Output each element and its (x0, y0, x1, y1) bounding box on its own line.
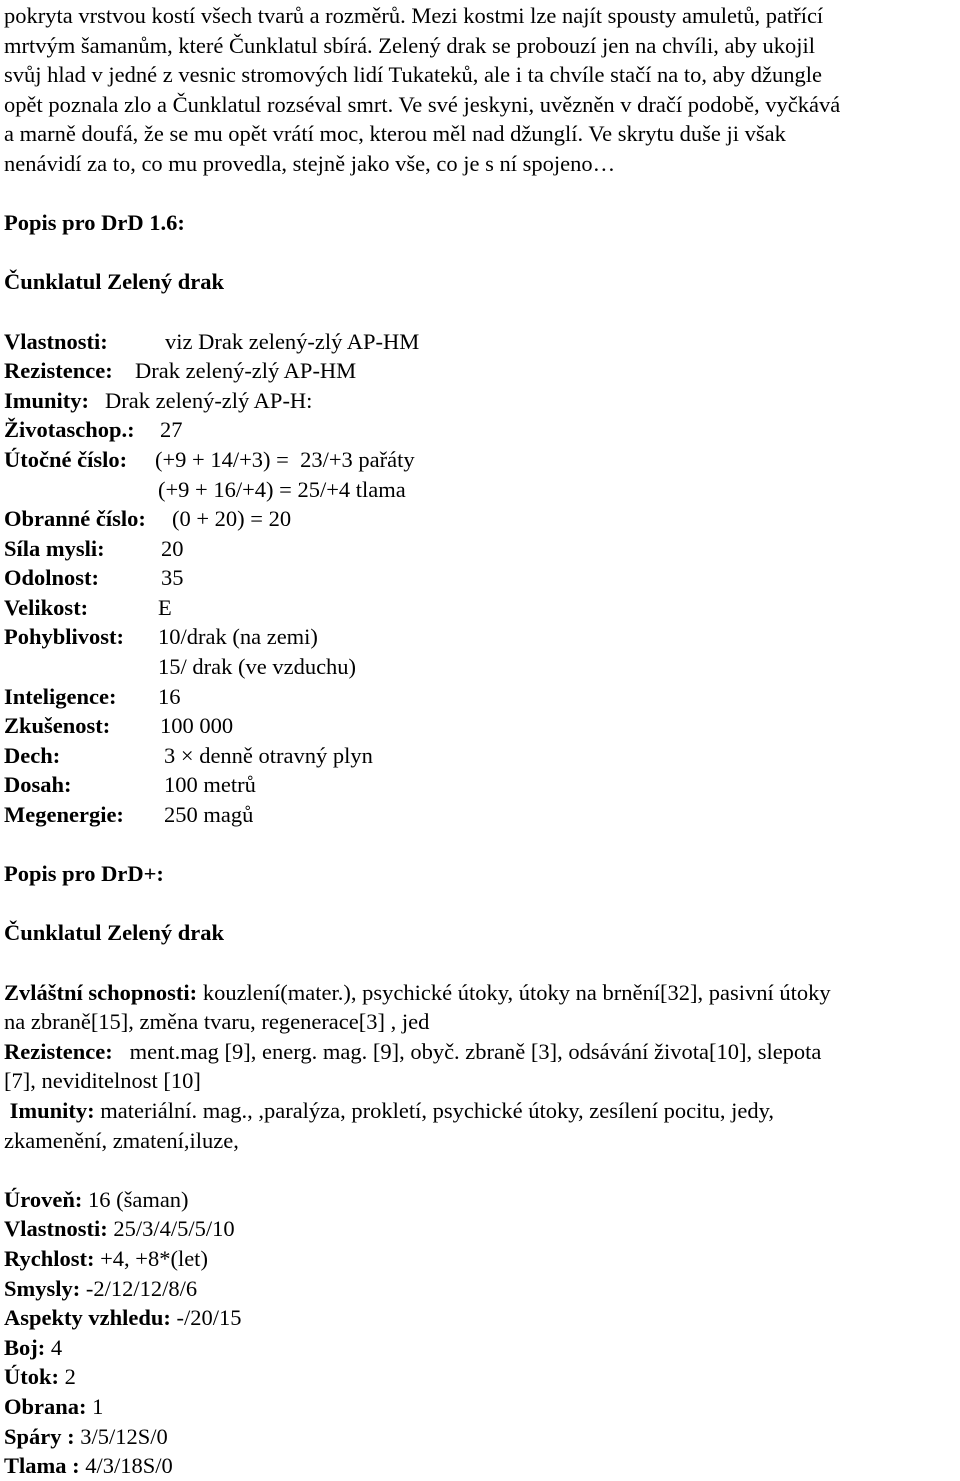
stat-row-imunity (4, 386, 956, 416)
stat-value: 100 metrů (164, 772, 256, 798)
stat-value: E (158, 594, 172, 620)
stat-row-inteligence (4, 682, 956, 712)
stat-value: Drak zelený-zlý AP-H: (105, 387, 313, 413)
immunities-line: zkamenění, zmatení,iluze, (4, 1127, 239, 1153)
stat-row-utok (4, 1362, 956, 1392)
stat-label: Dech: (4, 742, 61, 768)
stat-row-tlama (4, 1451, 956, 1481)
stat-value: 15/ drak (ve vzduchu) (158, 654, 357, 680)
special-abilities-label: Zvláštní schopnosti: (4, 979, 198, 1005)
stat-label: Tlama : (4, 1453, 80, 1479)
drdplus-abilities (4, 978, 956, 1156)
stat-row-zkusenost (4, 711, 956, 741)
stat-value: (+9 + 14/+3) = 23/+3 pařáty (155, 446, 415, 472)
stat-row-utocne-cislo-cont (4, 475, 956, 505)
stat-value: viz Drak zelený-zlý AP-HM (165, 328, 420, 354)
stat-label: Dosah: (4, 772, 72, 798)
stat-row-velikost (4, 593, 956, 623)
document-page (4, 1, 956, 1481)
stat-value: (0 + 20) = 20 (172, 506, 292, 532)
stat-value: +4, +8*(let) (100, 1245, 208, 1271)
stat-label: Smysly: (4, 1275, 81, 1301)
stat-row-megenergie (4, 800, 956, 830)
stat-label: Rychlost: (4, 1245, 95, 1271)
stat-value: 100 000 (160, 713, 234, 739)
intro-line: a marně doufá, že se mu opět vrátí moc, kterou měl nad džunglí. Ve skrytu duše ji však (4, 121, 786, 147)
stat-label: Zkušenost: (4, 713, 111, 739)
stat-label: Obrana: (4, 1393, 87, 1419)
stat-value: 3/5/12S/0 (80, 1423, 168, 1449)
stat-label: Obranné číslo: (4, 506, 146, 532)
stat-row-rezistence (4, 356, 956, 386)
stat-label: Boj: (4, 1334, 46, 1360)
intro-line: pokryta vrstvou kostí všech tvarů a rozměrů. Mezi kostmi lze najít spousty amuletů, patřící (4, 3, 824, 28)
stat-value: 16 (šaman) (87, 1186, 189, 1212)
resistances-line: [7], neviditelnost [10] (4, 1068, 201, 1094)
stat-row-boj (4, 1333, 956, 1363)
stat-label: Síla mysli: (4, 535, 105, 561)
special-abilities-value: kouzlení(mater.), psychické útoky, útoky na brnění[32], pasivní útoky (202, 979, 831, 1005)
resistances-value: ment.mag [9], energ. mag. [9], obyč. zbraně [3], odsávání života[10], slepota (129, 1038, 822, 1064)
drdplus-heading: Popis pro DrD+: (4, 861, 164, 887)
stat-row-smysly (4, 1274, 956, 1304)
stat-row-vlastnosti (4, 327, 956, 357)
stat-row-obrana (4, 1392, 956, 1422)
stat-value: 35 (161, 565, 184, 591)
stat-value: 4 (50, 1334, 63, 1360)
immunities-label: Imunity: (9, 1097, 95, 1123)
drd16-monster-name: Čunklatul Zelený drak (4, 269, 225, 295)
stat-label: Životaschop.: (4, 417, 135, 443)
stat-value: 20 (161, 535, 184, 561)
drd16-stat-block (4, 327, 956, 830)
drd16-heading: Popis pro DrD 1.6: (4, 210, 185, 236)
stat-row-zivotaschop (4, 415, 956, 445)
stat-label: Rezistence: (4, 358, 113, 384)
stat-row-aspekty-vzhledu (4, 1303, 956, 1333)
stat-label: Odolnost: (4, 565, 100, 591)
stat-label: Spáry : (4, 1423, 75, 1449)
stat-value: 3 × denně otravný plyn (164, 742, 373, 768)
stat-row-obranne-cislo (4, 504, 956, 534)
intro-line: opět poznala zlo a Čunklatul rozséval smrt. Ve své jeskyni, uvězněn v dračí podobě, vyčkává (4, 91, 841, 117)
stat-value: -2/12/12/8/6 (85, 1275, 198, 1301)
stat-value: 4/3/18S/0 (85, 1453, 173, 1479)
stat-row-pohyblivost-cont (4, 652, 956, 682)
stat-label: Vlastnosti: (4, 328, 108, 354)
intro-line: nenávidí za to, co mu provedla, stejně jako vše, co je s ní spojeno… (4, 150, 616, 176)
drdplus-monster-name: Čunklatul Zelený drak (4, 920, 225, 946)
intro-paragraph (4, 1, 956, 179)
stat-label: Pohyblivost: (4, 624, 125, 650)
stat-row-spary (4, 1422, 956, 1452)
stat-row-odolnost (4, 563, 956, 593)
stat-value: 25/3/4/5/5/10 (113, 1216, 235, 1242)
stat-label: Inteligence: (4, 683, 117, 709)
stat-row-dosah (4, 770, 956, 800)
intro-line: svůj hlad v jedné z vesnic stromových lidí Tukateků, ale i ta chvíle stačí na to, aby džungle (4, 62, 822, 88)
stat-value: 27 (160, 417, 183, 443)
stat-row-sila-mysli (4, 534, 956, 564)
special-abilities-line (4, 978, 956, 1008)
stat-label: Aspekty vzhledu: (4, 1305, 171, 1331)
drdplus-stat-block (4, 1185, 956, 1481)
stat-value: 16 (158, 683, 181, 709)
stat-value: 250 magů (164, 802, 254, 828)
stat-label: Útočné číslo: (4, 446, 128, 472)
stat-row-dech (4, 741, 956, 771)
stat-label: Vlastnosti: (4, 1216, 108, 1242)
stat-row-rychlost (4, 1244, 956, 1274)
resistances-line (4, 1037, 956, 1067)
stat-value: 2 (64, 1364, 76, 1390)
immunities-value: materiální. mag., ,paralýza, prokletí, psychické útoky, zesílení pocitu, jedy, (100, 1097, 775, 1123)
special-abilities-line: na zbraně[15], změna tvaru, regenerace[3] , jed (4, 1009, 430, 1035)
stat-label: Megenergie: (4, 802, 124, 828)
stat-row-uroven (4, 1185, 956, 1215)
stat-value: (+9 + 16/+4) = 25/+4 tlama (158, 476, 406, 502)
stat-row-vlastnosti (4, 1214, 956, 1244)
intro-line: mrtvým šamanům, které Čunklatul sbírá. Zelený drak se probouzí jen na chvíli, aby ukojil (4, 32, 816, 58)
stat-row-pohyblivost (4, 622, 956, 652)
stat-label: Úroveň: (4, 1186, 83, 1212)
stat-value: -/20/15 (176, 1305, 242, 1331)
stat-label: Útok: (4, 1364, 59, 1390)
stat-value: Drak zelený-zlý AP-HM (135, 358, 357, 384)
stat-value: 1 (92, 1393, 104, 1419)
stat-label: Velikost: (4, 594, 89, 620)
stat-row-utocne-cislo (4, 445, 956, 475)
immunities-line (4, 1096, 956, 1126)
stat-label: Imunity: (4, 387, 90, 413)
stat-value: 10/drak (na zemi) (158, 624, 318, 650)
resistances-label: Rezistence: (4, 1038, 113, 1064)
